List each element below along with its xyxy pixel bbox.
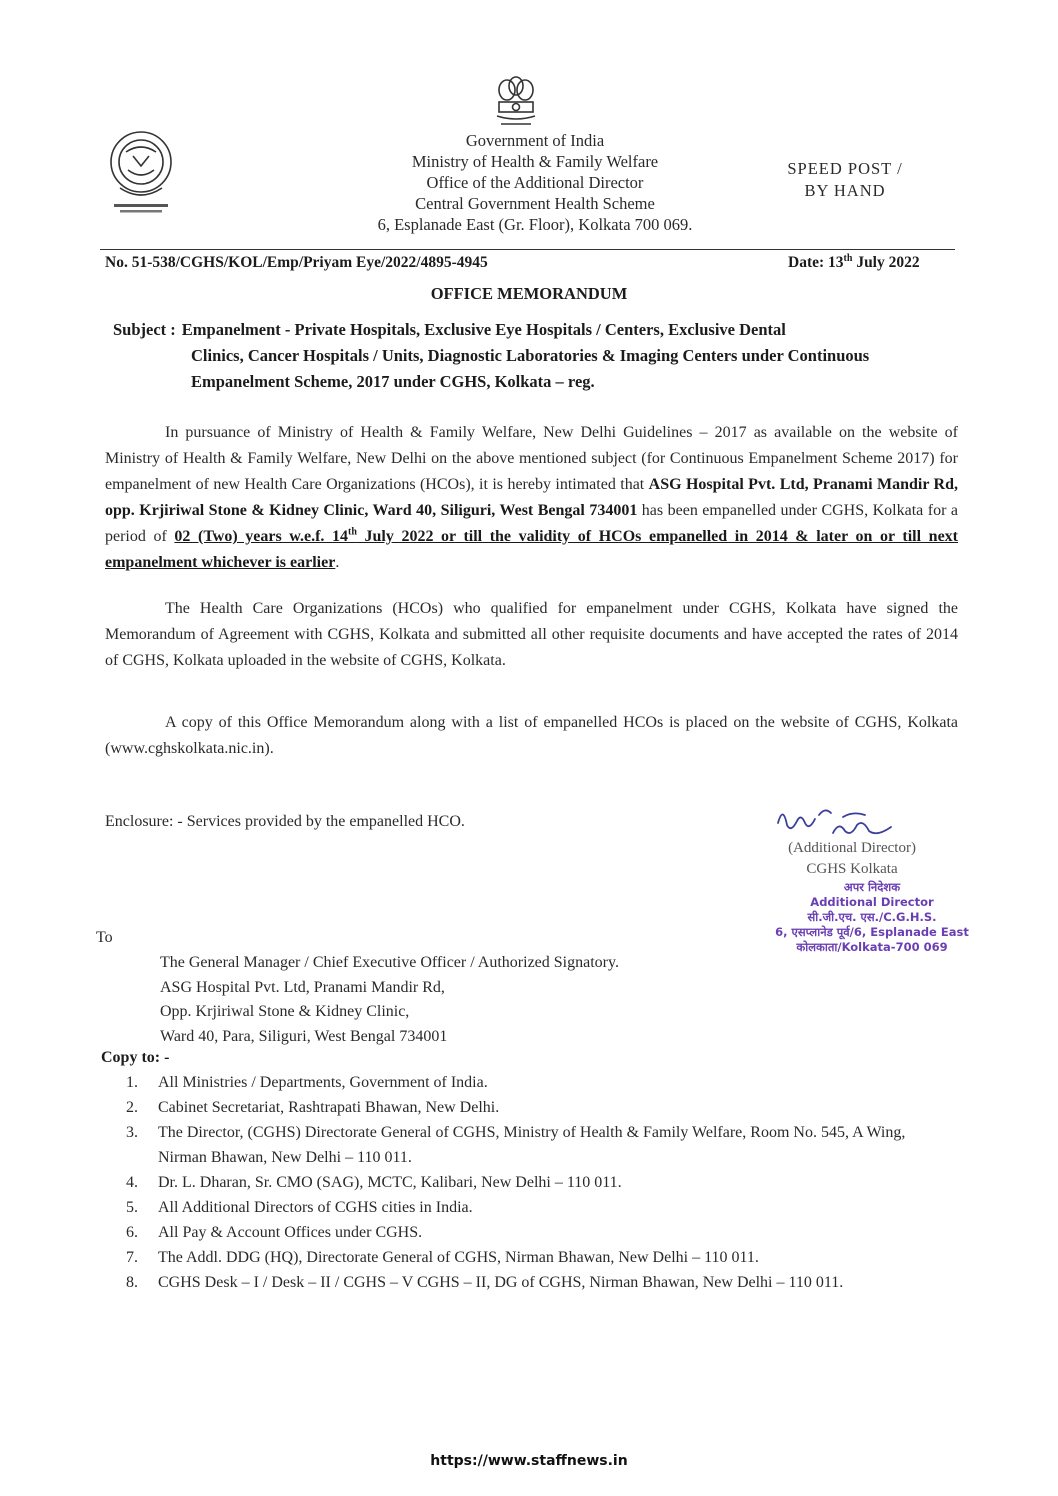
subject-label: Subject :: [113, 320, 176, 339]
header-line: 6, Esplanade East (Gr. Floor), Kolkata 700 069.: [377, 215, 693, 234]
header-line: Ministry of Health & Family Welfare: [411, 152, 659, 171]
list-item: 1. All Ministries / Departments, Government of India.: [126, 1074, 488, 1091]
to-label: To: [96, 929, 113, 946]
list-item: 8. CGHS Desk – I / Desk – II / CGHS – V CGHS – II, DG of CGHS, Nirman Bhawan, New Delhi – 110 011.: [126, 1274, 844, 1291]
address-line: Ward 40, Para, Siliguri, West Bengal 734001: [160, 1027, 448, 1045]
footer-url: https://www.staffnews.in: [430, 1453, 628, 1469]
address-line: Opp. Krjiriwal Stone & Kidney Clinic,: [160, 1003, 410, 1020]
header-divider: [100, 249, 955, 250]
signatory-designation: (Additional Director): [788, 840, 916, 856]
list-item: 6. All Pay & Account Offices under CGHS.: [126, 1224, 423, 1241]
paragraph-agreement: The Health Care Organizations (HCOs) who qualified for empanelment under CGHS, Kolkata have signed the Memorandum of Agreement with CGHS, Kolkata and submitted all other requisite documents and have accepted the rates of 2014 of CGHS, Kolkata uploaded in the website of CGHS, Kolkata.: [105, 600, 958, 669]
hospital-name: ASG Hospital Pvt. Ltd, Pranami Mandir Rd, opp. Krjiriwal Stone & Kidney Clinic, Ward 40, Siliguri, West Bengal 734001: [105, 476, 958, 519]
official-stamp: अपर निदेशक Additional Director सी.जी.एच. एस./C.G.H.S. 6, एसप्लानेड पूर्व/6, Esplanade East कोलकाता/Kolkata-700 069: [775, 880, 969, 954]
subject-text: Empanelment - Private Hospitals, Exclusive Eye Hospitals / Centers, Exclusive Dental: [181, 320, 786, 339]
empanelment-period: 02 (Two) years w.e.f. 14th July 2022 or till the validity of HCOs empanelled in 2014 & later on or till next empanelment whichever is earlier: [105, 526, 958, 571]
address-line: The General Manager / Chief Executive Officer / Authorized Signatory.: [160, 954, 619, 971]
reference-number: No. 51-538/CGHS/KOL/Emp/Priyam Eye/2022/4895-4945: [105, 254, 488, 271]
office-header: [300, 130, 770, 235]
address-line: ASG Hospital Pvt. Ltd, Pranami Mandir Rd,: [160, 978, 445, 996]
signatory-block: [762, 838, 942, 880]
paragraph-website: A copy of this Office Memorandum along with a list of empanelled HCOs is placed on the website of CGHS, Kolkata (www.cghskolkata.nic.in).: [105, 714, 958, 757]
memo-title: OFFICE MEMORANDUM: [430, 284, 628, 303]
list-item: 7. The Addl. DDG (HQ), Directorate General of CGHS, Nirman Bhawan, New Delhi – 110 011.: [126, 1249, 759, 1266]
cghs-logo: [106, 122, 176, 218]
copy-to-list: [126, 1070, 956, 1295]
subject-block: [113, 317, 953, 395]
subject-text-continued: Clinics, Cancer Hospitals / Units, Diagnostic Laboratories & Imaging Centers under Continuous Empanelment Scheme, 2017 under CGHS, Kolkata – reg.: [191, 346, 870, 391]
list-item: 2. Cabinet Secretariat, Rashtrapati Bhawan, New Delhi.: [126, 1099, 500, 1116]
copy-to-label: Copy to: -: [101, 1049, 170, 1066]
delivery-mode: [745, 158, 945, 202]
list-item: 5. All Additional Directors of CGHS cities in India.: [126, 1199, 473, 1216]
list-item: 3. The Director, (CGHS) Directorate General of CGHS, Ministry of Health & Family Welfare, Room No. 545, A Wing, Nirman Bhawan, New Delhi – 110 011.: [126, 1124, 906, 1166]
national-emblem-logo: [487, 72, 545, 132]
memo-date: Date: 13th July 2022: [788, 252, 920, 271]
enclosure-note: Enclosure: - Services provided by the empanelled HCO.: [105, 813, 465, 830]
paragraph-empanelment: In pursuance of Ministry of Health & Family Welfare, New Delhi Guidelines – 2017 as available on the website of Ministry of Health & Family Welfare, New Delhi on the above mentioned subject (for Continuous Empanelment Scheme 2017) for empanelment of new Health Care Organizations (HCOs), it is hereby intimated that ASG Hospital Pvt. Ltd, Pranami Mandir Rd, opp. Krjiriwal Stone & Kidney Clinic, Ward 40, Siliguri, West Bengal 734001 has been empanelled under CGHS, Kolkata for a period of 02 (Two) years w.e.f. 14th July 2022 or till the validity of HCOs empanelled in 2014 & later on or till next empanelment whichever is earlier.: [105, 424, 958, 571]
delivery-line: BY HAND: [804, 181, 886, 200]
header-line: Central Government Health Scheme: [415, 194, 655, 213]
recipient-address: [160, 951, 619, 1049]
header-line: Office of the Additional Director: [426, 173, 644, 192]
header-line: Government of India: [465, 131, 605, 150]
signature-image: [773, 803, 953, 843]
list-item: 4. Dr. L. Dharan, Sr. CMO (SAG), MCTC, Kalibari, New Delhi – 110 011.: [126, 1174, 622, 1191]
delivery-line: SPEED POST /: [787, 159, 903, 178]
signatory-office: CGHS Kolkata: [806, 861, 898, 877]
